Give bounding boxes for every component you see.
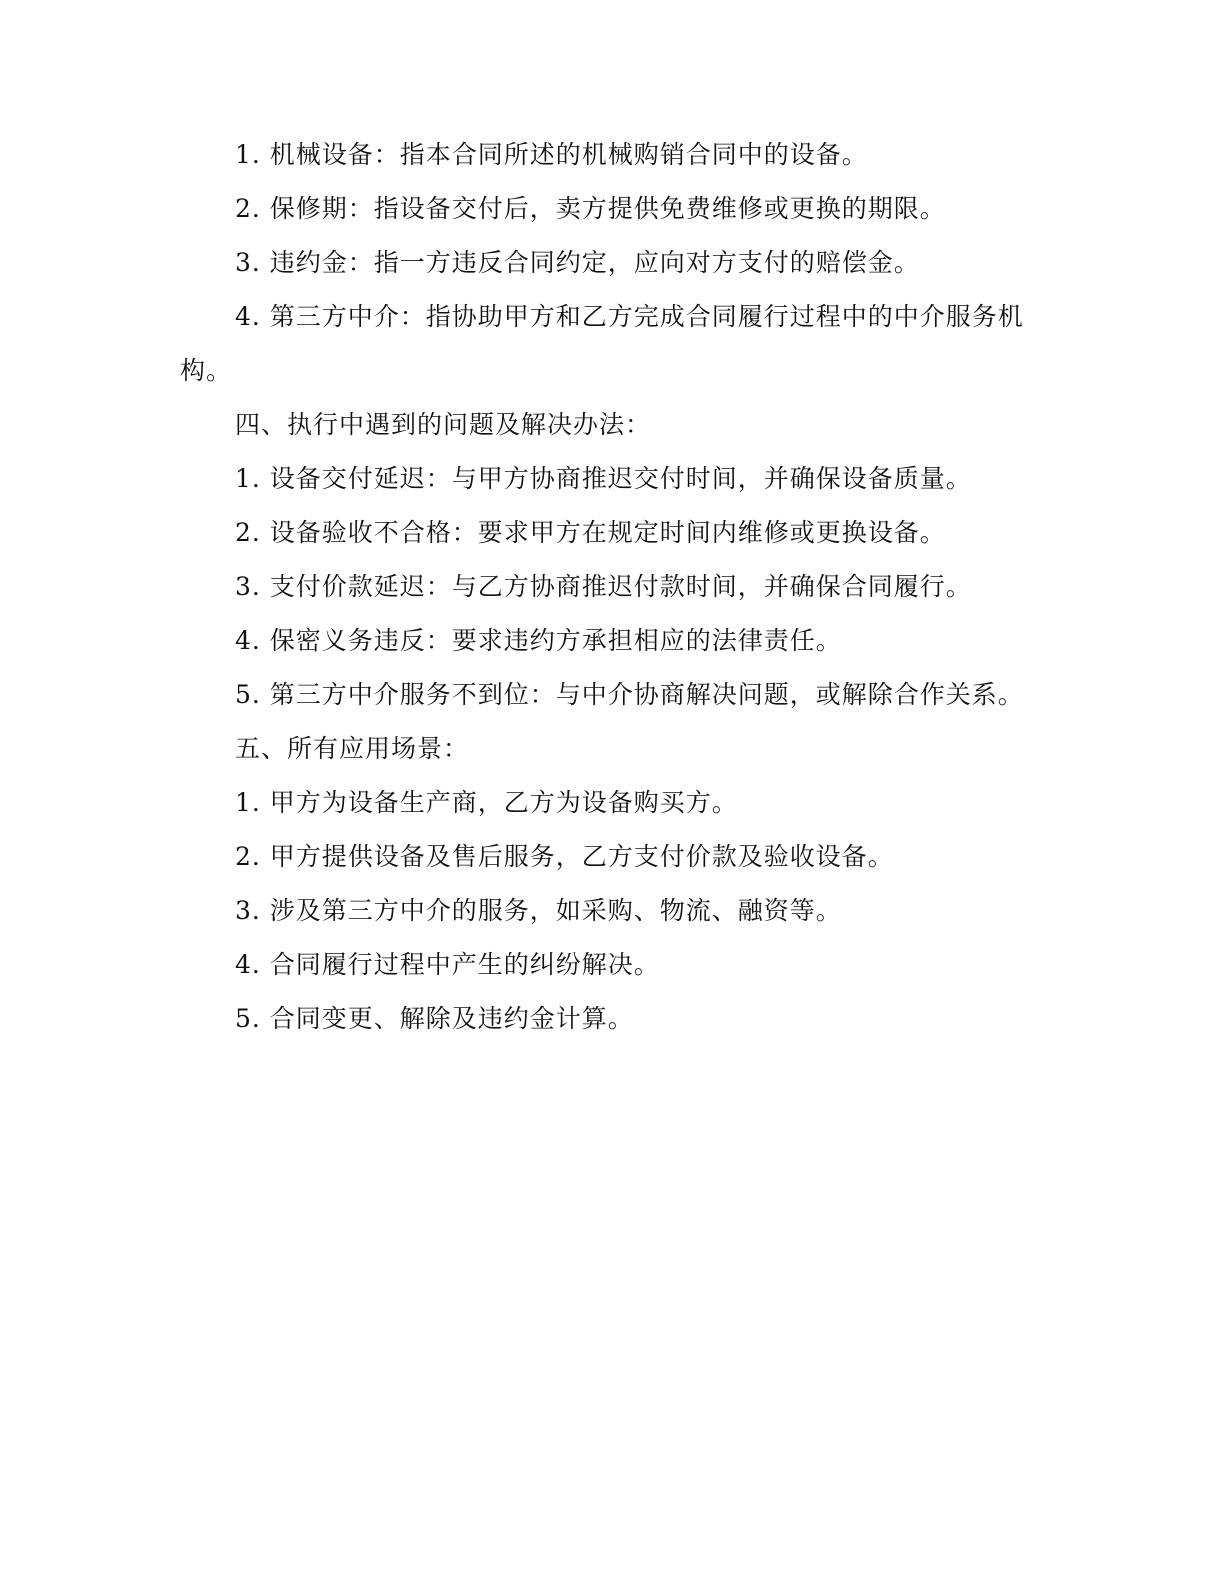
definition-item-2: 2. 保修期：指设备交付后，卖方提供免费维修或更换的期限。: [235, 194, 946, 223]
definition-item-1: 1. 机械设备：指本合同所述的机械购销合同中的设备。: [235, 140, 868, 169]
definition-item-4: 4. 第三方中介：指协助甲方和乙方完成合同履行过程中的中介服务机构。: [180, 302, 1024, 385]
scenario-item-1: 1. 甲方为设备生产商，乙方为设备购买方。: [235, 788, 738, 817]
document-body: [180, 128, 1026, 1046]
problem-item-4: 4. 保密义务违反：要求违约方承担相应的法律责任。: [235, 626, 842, 655]
scenario-item-3: 3. 涉及第三方中介的服务，如采购、物流、融资等。: [235, 896, 842, 925]
problem-item-3: 3. 支付价款延迟：与乙方协商推迟付款时间，并确保合同履行。: [235, 572, 972, 601]
definition-item-3: 3. 违约金：指一方违反合同约定，应向对方支付的赔偿金。: [235, 248, 920, 277]
problem-item-5: 5. 第三方中介服务不到位：与中介协商解决问题，或解除合作关系。: [235, 680, 1024, 709]
section-heading-scenarios: 五、所有应用场景：: [235, 734, 470, 763]
scenario-item-4: 4. 合同履行过程中产生的纠纷解决。: [235, 950, 660, 979]
section-heading-problems: 四、执行中遇到的问题及解决办法：: [235, 410, 652, 439]
problem-item-1: 1. 设备交付延迟：与甲方协商推迟交付时间，并确保设备质量。: [235, 464, 972, 493]
scenario-item-5: 5. 合同变更、解除及违约金计算。: [235, 1004, 634, 1033]
scenario-item-2: 2. 甲方提供设备及售后服务，乙方支付价款及验收设备。: [235, 842, 894, 871]
problem-item-2: 2. 设备验收不合格：要求甲方在规定时间内维修或更换设备。: [235, 518, 946, 547]
